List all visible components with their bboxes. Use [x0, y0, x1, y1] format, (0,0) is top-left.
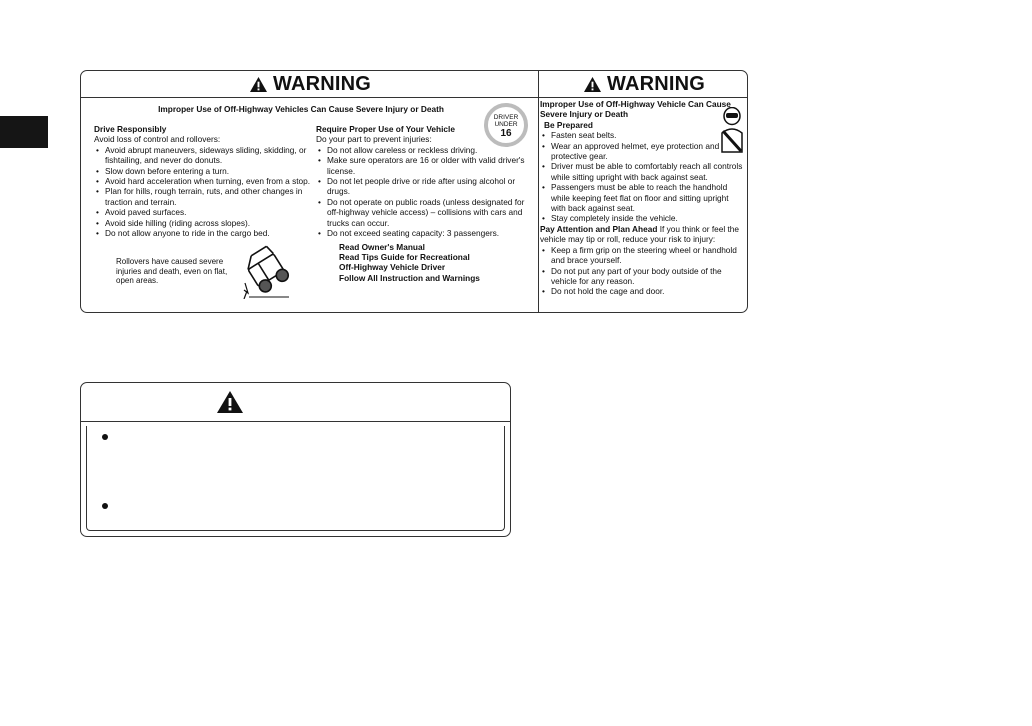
caution-content-frame — [86, 426, 505, 531]
section-intro: Avoid loss of control and rollovers: — [94, 134, 221, 145]
bullet-icon — [102, 503, 108, 509]
warning-header-right — [539, 71, 749, 98]
list-item: • Do not put any part of your body outside of the vehicle for any reason. — [540, 266, 745, 287]
list-item: • Wear an approved helmet, eye protection and protective gear. — [540, 141, 745, 162]
list-item: • Make sure operators are 16 or older with valid driver's license. — [316, 155, 538, 176]
section-intro: Do your part to prevent injuries: — [316, 134, 432, 145]
plan-list — [540, 245, 745, 297]
right-title: Improper Use of Off-Highway Vehicle Can Cause Severe Injury or Death — [540, 99, 731, 120]
caution-header — [81, 383, 510, 422]
section-heading: Drive Responsibly — [94, 124, 167, 134]
warning-label — [80, 70, 748, 313]
prepared-list — [540, 130, 745, 224]
bullet-icon — [102, 434, 108, 440]
caution-box — [80, 382, 511, 537]
list-item: • Avoid side hilling (riding across slopes). — [94, 218, 316, 228]
section-heading: Require Proper Use of Your Vehicle — [316, 124, 455, 134]
list-item: • Do not exceed seating capacity: 3 passengers. — [316, 228, 538, 238]
plan-heading: Pay Attention and Plan Ahead — [540, 223, 658, 234]
list-item: • Passengers must be able to reach the handhold while keeping feet flat on floor and sitting upright with back against seat. — [540, 182, 745, 213]
manual-line: Read Tips Guide for Recreational — [339, 252, 470, 263]
list-item: • Do not hold the cage and door. — [540, 286, 745, 296]
warning-header-right-text: WARNING — [606, 73, 706, 95]
sign-line2: UNDER — [494, 121, 518, 128]
right-warning-section — [540, 99, 745, 297]
warning-triangle-icon — [583, 76, 602, 93]
list-item: • Avoid paved surfaces. — [94, 207, 316, 217]
plan-paragraph — [540, 224, 745, 245]
drive-responsibly-list — [94, 145, 316, 239]
label-subtitle: Improper Use of Off-Highway Vehicles Can Cause Severe Injury or Death — [158, 104, 444, 114]
list-item: • Avoid abrupt maneuvers, sideways sliding, skidding, or fishtailing, and never do donuts. — [94, 145, 316, 166]
manual-line: Off-Highway Vehicle Driver — [339, 262, 446, 273]
list-item: • Do not allow anyone to ride in the cargo bed. — [94, 228, 316, 238]
drive-responsibly-section — [94, 124, 316, 238]
list-item: • Stay completely inside the vehicle. — [540, 213, 745, 223]
list-item: • Do not allow careless or reckless driving. — [316, 145, 538, 155]
rollover-caption: Rollovers have caused severe injuries and death, even on flat, open areas. — [116, 257, 228, 286]
rollover-vehicle-icon — [241, 243, 297, 299]
sign-line1: DRIVER — [493, 114, 519, 121]
prepared-heading: Be Prepared — [544, 119, 593, 130]
seatbelt-helmet-icon — [718, 107, 746, 153]
list-item: • Avoid hard acceleration when turning, even from a stop. — [94, 176, 316, 186]
warning-header-left — [81, 71, 539, 98]
list-item: • Driver must be able to comfortably reach all controls while sitting upright with back against seat. — [540, 161, 745, 182]
proper-use-section — [316, 124, 538, 238]
list-item: • Do not let people drive or ride after using alcohol or drugs. — [316, 176, 538, 197]
header-divider — [81, 97, 747, 98]
list-item: • Fasten seat belts. — [540, 130, 745, 140]
warning-triangle-icon — [216, 390, 244, 414]
warning-triangle-icon — [249, 76, 268, 93]
sign-age: 16 — [500, 128, 512, 139]
list-item: • Keep a firm grip on the steering wheel or handhold and brace yourself. — [540, 245, 745, 266]
list-item: • Slow down before entering a turn. — [94, 166, 316, 176]
warning-header-left-text: WARNING — [272, 73, 372, 95]
manual-references — [339, 242, 539, 283]
plan-intro: If you think or feel the vehicle may tip or roll, reduce your risk to injury: — [540, 223, 740, 245]
proper-use-list — [316, 145, 538, 239]
list-item: • Do not operate on public roads (unless designated for off-highway vehicle access) – collisions with cars and trucks can occur. — [316, 197, 538, 228]
list-item: • Plan for hills, rough terrain, ruts, and other changes in traction and terrain. — [94, 186, 316, 207]
section-tab — [0, 116, 48, 148]
manual-line: Read Owner's Manual — [339, 242, 425, 252]
manual-line: Follow All Instruction and Warnings — [339, 272, 480, 283]
